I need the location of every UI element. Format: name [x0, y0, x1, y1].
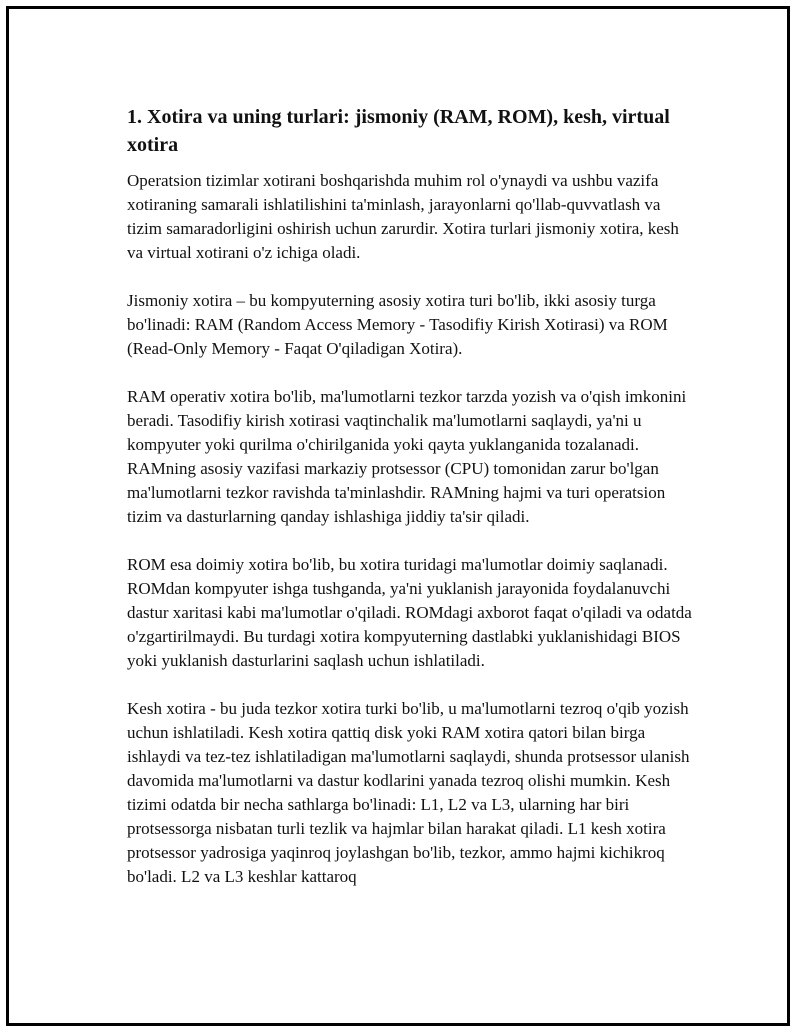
- document-body: [127, 103, 699, 913]
- paragraph-ram: RAM operativ xotira bo'lib, ma'lumotlarni tezkor tarzda yozish va o'qish imkonini beradi. Tasodifiy kirish xotirasi vaqtinchalik ma'lumotlarni saqlaydi, ya'ni u kompyuter yoki qurilma o'chirilganida yoki qayta yuklanganida tozalanadi. RAMning asosiy vazifasi markaziy protsessor (CPU) tomonidan zarur bo'lgan ma'lumotlarni tezkor ravishda ta'minlashdir. RAMning hajmi va turi operatsion tizim va dasturlarning qanday ishlashiga jiddiy ta'sir qiladi.: [127, 387, 687, 526]
- page-frame: [6, 6, 790, 1026]
- paragraph-intro: Operatsion tizimlar xotirani boshqarishda muhim rol o'ynaydi va ushbu vazifa xotiraning samarali ishlatilishini ta'minlash, jarayonlarni qo'llab-quvvatlash va tizim samaradorligini oshirish uchun zarurdir. Xotira turlari jismoniy xotira, kesh va virtual xotirani o'z ichiga oladi.: [127, 171, 679, 262]
- paragraph-rom: ROM esa doimiy xotira bo'lib, bu xotira turidagi ma'lumotlar doimiy saqlanadi. ROMdan kompyuter ishga tushganda, ya'ni yuklanish jarayonida foydalanuvchi dastur xaritasi kabi ma'lumotlar o'qiladi. ROMdagi axborot faqat o'qiladi va odatda o'zgartirilmaydi. Bu turdagi xotira kompyuterning dastlabki yuklanishidagi BIOS yoki yuklanish dasturlarini saqlash uchun ishlatiladi.: [127, 555, 692, 670]
- paragraph-cache: Kesh xotira - bu juda tezkor xotira turki bo'lib, u ma'lumotlarni tezroq o'qib yozish uchun ishlatiladi. Kesh xotira qattiq disk yoki RAM xotira qatori bilan birga ishlaydi va tez-tez ishlatiladigan ma'lumotlarni saqlaydi, shunda protsessor ulanish davomida ma'lumotlarni va dastur kodlarini yanada tezroq olishi mumkin. Kesh tizimi odatda bir necha sathlarga bo'linadi: L1, L2 va L3, ularning har biri protsessorga nisbatan turli tezlik va hajmlar bilan harakat qiladi. L1 kesh xotira protsessor yadrosiga yaqinroq joylashgan bo'lib, tezkor, ammo hajmi kichikroq bo'ladi. L2 va L3 keshlar kattaroq: [127, 699, 690, 886]
- section-heading: 1. Xotira va uning turlari: jismoniy (RAM, ROM), kesh, virtual xotira: [127, 106, 670, 156]
- paragraph-physical-memory: Jismoniy xotira – bu kompyuterning asosiy xotira turi bo'lib, ikki asosiy turga bo'linadi: RAM (Random Access Memory - Tasodifiy Kirish Xotirasi) va ROM (Read-Only Memory - Faqat O'qiladigan Xotira).: [127, 291, 668, 358]
